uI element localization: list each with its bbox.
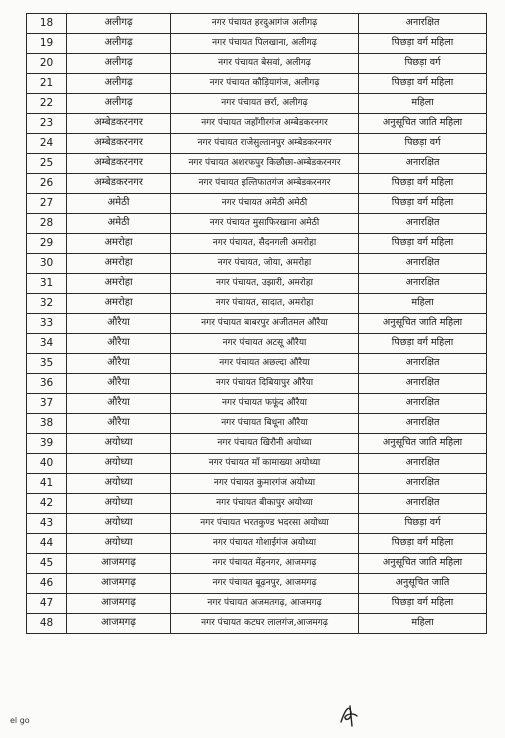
table-row (27, 474, 487, 494)
table-row (27, 434, 487, 454)
serial-number-cell: 26 (27, 174, 67, 194)
table-row (27, 354, 487, 374)
footer-code: el go (10, 716, 30, 725)
district-cell: औरैया (67, 334, 171, 354)
nagar-panchayat-cell: नगर पंचायत, सादात, अमरोहा (171, 294, 359, 314)
nagar-panchayat-cell: नगर पंचायत कौड़ियागंज, अलीगढ़ (171, 74, 359, 94)
table-row (27, 74, 487, 94)
nagar-panchayat-cell: नगर पंचायत पिलखाना, अलीगढ़ (171, 34, 359, 54)
reservation-category-cell: पिछड़ा वर्ग महिला (359, 234, 487, 254)
district-cell: अम्बेडकरनगर (67, 174, 171, 194)
nagar-panchayat-cell: नगर पंचायत माँ कामाख्या अयोध्या (171, 454, 359, 474)
district-cell: अम्बेडकरनगर (67, 114, 171, 134)
reservation-category-cell: अनुसूचित जाति (359, 574, 487, 594)
nagar-panchayat-cell: नगर पंचायत छर्रा, अलीगढ़ (171, 94, 359, 114)
serial-number-cell: 30 (27, 254, 67, 274)
nagar-panchayat-cell: नगर पंचायत मेंहनगर, आजमगढ़ (171, 554, 359, 574)
serial-number-cell: 25 (27, 154, 67, 174)
serial-number-cell: 21 (27, 74, 67, 94)
table-row (27, 394, 487, 414)
table-row (27, 594, 487, 614)
table-row (27, 454, 487, 474)
nagar-panchayat-cell: नगर पंचायत गोशाईगंज अयोध्या (171, 534, 359, 554)
reservation-category-cell: महिला (359, 94, 487, 114)
table-row (27, 254, 487, 274)
district-cell: औरैया (67, 414, 171, 434)
district-cell: औरैया (67, 314, 171, 334)
serial-number-cell: 38 (27, 414, 67, 434)
nagar-panchayat-cell: नगर पंचायत इल्तिफातगंज अम्बेडकरनगर (171, 174, 359, 194)
serial-number-cell: 22 (27, 94, 67, 114)
table-row (27, 514, 487, 534)
table-row (27, 214, 487, 234)
district-cell: अमरोहा (67, 294, 171, 314)
reservation-category-cell: पिछड़ा वर्ग महिला (359, 334, 487, 354)
nagar-panchayat-cell: नगर पंचायत बाबरपुर अजीतमल औरैया (171, 314, 359, 334)
reservation-category-cell: अनारक्षित (359, 414, 487, 434)
nagar-panchayat-cell: नगर पंचायत मुसाफिरखाना अमेठी (171, 214, 359, 234)
serial-number-cell: 23 (27, 114, 67, 134)
serial-number-cell: 18 (27, 14, 67, 34)
nagar-panchayat-cell: नगर पंचायत भरतकुण्ड भदरसा अयोध्या (171, 514, 359, 534)
reservation-category-cell: अनुसूचित जाति महिला (359, 434, 487, 454)
serial-number-cell: 19 (27, 34, 67, 54)
district-cell: अमरोहा (67, 234, 171, 254)
nagar-panchayat-cell: नगर पंचायत अमेठी अमेठी (171, 194, 359, 214)
reservation-table-body (27, 14, 487, 634)
reservation-category-cell: अनारक्षित (359, 494, 487, 514)
serial-number-cell: 40 (27, 454, 67, 474)
district-cell: अयोध्या (67, 434, 171, 454)
district-cell: अमरोहा (67, 254, 171, 274)
serial-number-cell: 37 (27, 394, 67, 414)
serial-number-cell: 43 (27, 514, 67, 534)
reservation-category-cell: अनारक्षित (359, 14, 487, 34)
nagar-panchayat-cell: नगर पंचायत कटघर लालगंज,आजमगढ़ (171, 614, 359, 634)
reservation-category-cell: महिला (359, 614, 487, 634)
district-cell: अम्बेडकरनगर (67, 154, 171, 174)
table-row (27, 614, 487, 634)
reservation-category-cell: पिछड़ा वर्ग (359, 514, 487, 534)
reservation-category-cell: पिछड़ा वर्ग महिला (359, 594, 487, 614)
district-cell: अलीगढ़ (67, 94, 171, 114)
table-row (27, 54, 487, 74)
nagar-panchayat-cell: नगर पंचायत बेसवां, अलीगढ़ (171, 54, 359, 74)
table-row (27, 534, 487, 554)
reservation-category-cell: अनुसूचित जाति महिला (359, 314, 487, 334)
table-row (27, 334, 487, 354)
table-row (27, 174, 487, 194)
serial-number-cell: 27 (27, 194, 67, 214)
reservation-category-cell: महिला (359, 294, 487, 314)
table-row (27, 414, 487, 434)
nagar-panchayat-cell: नगर पंचायत, सैदनगली अमरोहा (171, 234, 359, 254)
table-row (27, 34, 487, 54)
reservation-category-cell: अनारक्षित (359, 354, 487, 374)
district-cell: आजमगढ़ (67, 554, 171, 574)
district-cell: अयोध्या (67, 534, 171, 554)
serial-number-cell: 47 (27, 594, 67, 614)
district-cell: अयोध्या (67, 454, 171, 474)
reservation-category-cell: अनारक्षित (359, 474, 487, 494)
reservation-category-cell: पिछड़ा वर्ग महिला (359, 34, 487, 54)
district-cell: अयोध्या (67, 474, 171, 494)
district-cell: आजमगढ़ (67, 614, 171, 634)
serial-number-cell: 24 (27, 134, 67, 154)
table-row (27, 14, 487, 34)
serial-number-cell: 36 (27, 374, 67, 394)
nagar-panchayat-cell: नगर पंचायत अशरफपुर किछौछा-अम्बेडकरनगर (171, 154, 359, 174)
table-row (27, 94, 487, 114)
serial-number-cell: 42 (27, 494, 67, 514)
nagar-panchayat-cell: नगर पंचायत कुमारगंज अयोध्या (171, 474, 359, 494)
nagar-panchayat-cell: नगर पंचायत खिरौनी अयोध्या (171, 434, 359, 454)
reservation-category-cell: पिछड़ा वर्ग (359, 134, 487, 154)
table-row (27, 114, 487, 134)
serial-number-cell: 41 (27, 474, 67, 494)
reservation-category-cell: अनारक्षित (359, 274, 487, 294)
nagar-panchayat-cell: नगर पंचायत जहाँगीरगंज अम्बेडकरनगर (171, 114, 359, 134)
reservation-category-cell: अनारक्षित (359, 214, 487, 234)
reservation-category-cell: अनारक्षित (359, 154, 487, 174)
reservation-category-cell: पिछड़ा वर्ग महिला (359, 74, 487, 94)
nagar-panchayat-cell: नगर पंचायत अटसू औरैया (171, 334, 359, 354)
district-cell: अमेठी (67, 214, 171, 234)
district-cell: औरैया (67, 394, 171, 414)
reservation-category-cell: अनुसूचित जाति महिला (359, 554, 487, 574)
district-cell: अलीगढ़ (67, 74, 171, 94)
district-cell: अमेठी (67, 194, 171, 214)
table-row (27, 194, 487, 214)
nagar-panchayat-cell: नगर पंचायत अजमतगढ़, आजमगढ़ (171, 594, 359, 614)
table-row (27, 374, 487, 394)
table-row (27, 574, 487, 594)
reservation-category-cell: पिछड़ा वर्ग महिला (359, 174, 487, 194)
reservation-category-cell: अनुसूचित जाति महिला (359, 114, 487, 134)
district-cell: अलीगढ़ (67, 14, 171, 34)
serial-number-cell: 20 (27, 54, 67, 74)
table-row (27, 554, 487, 574)
district-cell: अयोध्या (67, 494, 171, 514)
reservation-category-cell: अनारक्षित (359, 254, 487, 274)
serial-number-cell: 46 (27, 574, 67, 594)
reservation-category-cell: पिछड़ा वर्ग महिला (359, 534, 487, 554)
nagar-panchayat-cell: नगर पंचायत, जोया, अमरोहा (171, 254, 359, 274)
table-row (27, 154, 487, 174)
nagar-panchayat-cell: नगर पंचायत राजेसुल्तानपुर अम्बेडकरनगर (171, 134, 359, 154)
reservation-category-cell: पिछड़ा वर्ग (359, 54, 487, 74)
nagar-panchayat-cell: नगर पंचायत हरदुआगंज अलीगढ़ (171, 14, 359, 34)
table-row (27, 274, 487, 294)
district-cell: औरैया (67, 354, 171, 374)
serial-number-cell: 33 (27, 314, 67, 334)
district-cell: अलीगढ़ (67, 54, 171, 74)
serial-number-cell: 39 (27, 434, 67, 454)
nagar-panchayat-cell: नगर पंचायत अछल्दा औरैया (171, 354, 359, 374)
district-cell: अम्बेडकरनगर (67, 134, 171, 154)
signature-mark (335, 700, 365, 730)
serial-number-cell: 45 (27, 554, 67, 574)
district-cell: औरैया (67, 374, 171, 394)
table-row (27, 234, 487, 254)
reservation-category-cell: पिछड़ा वर्ग महिला (359, 194, 487, 214)
nagar-panchayat-cell: नगर पंचायत बिधूना औरैया (171, 414, 359, 434)
serial-number-cell: 48 (27, 614, 67, 634)
district-cell: अलीगढ़ (67, 34, 171, 54)
reservation-category-cell: अनारक्षित (359, 394, 487, 414)
serial-number-cell: 31 (27, 274, 67, 294)
district-cell: आजमगढ़ (67, 594, 171, 614)
serial-number-cell: 35 (27, 354, 67, 374)
serial-number-cell: 28 (27, 214, 67, 234)
serial-number-cell: 44 (27, 534, 67, 554)
nagar-panchayat-cell: नगर पंचायत, उझारी, अमरोहा (171, 274, 359, 294)
reservation-category-cell: अनारक्षित (359, 374, 487, 394)
district-cell: आजमगढ़ (67, 574, 171, 594)
table-row (27, 294, 487, 314)
reservation-category-cell: अनारक्षित (359, 454, 487, 474)
serial-number-cell: 29 (27, 234, 67, 254)
table-row (27, 134, 487, 154)
reservation-table (26, 13, 487, 634)
nagar-panchayat-cell: नगर पंचायत बीकापुर अयोध्या (171, 494, 359, 514)
nagar-panchayat-cell: नगर पंचायत दिबियापुर औरैया (171, 374, 359, 394)
serial-number-cell: 32 (27, 294, 67, 314)
table-row (27, 314, 487, 334)
district-cell: अमरोहा (67, 274, 171, 294)
nagar-panchayat-cell: नगर पंचायत बूढ़नपुर, आजमगढ़ (171, 574, 359, 594)
district-cell: अयोध्या (67, 514, 171, 534)
serial-number-cell: 34 (27, 334, 67, 354)
table-row (27, 494, 487, 514)
nagar-panchayat-cell: नगर पंचायत फफूंद औरैया (171, 394, 359, 414)
